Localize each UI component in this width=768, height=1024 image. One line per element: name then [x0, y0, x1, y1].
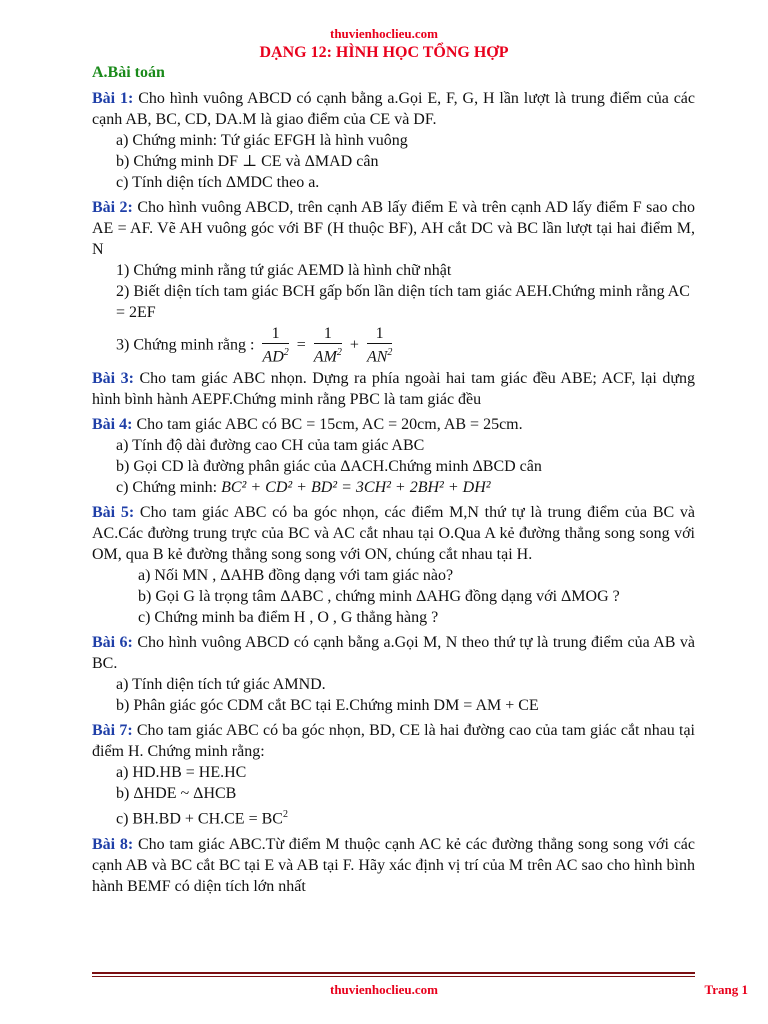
numerator: 1	[314, 325, 342, 344]
list-item: b) Chứng minh DF ⊥ CE và ΔMAD cân	[116, 153, 379, 170]
list-item: a) Chứng minh: Tứ giác EFGH là hình vuông	[116, 132, 408, 149]
problem-7-items	[92, 762, 695, 829]
formula: BC² + CD² + BD² = 3CH² + 2BH² + DH²	[221, 479, 491, 497]
superscript: 2	[282, 809, 288, 821]
problem-text: Cho tam giác ABC có ba góc nhọn, các điểm M,N thứ tự là trung điểm của BC và AC.Các đường trung trực của BC và AC cắt nhau tại O.Qua A kẻ đường thẳng song song với OM, qua B kẻ đường thẳng song song với ON, chúng cắt nhau tại H.	[92, 504, 696, 564]
fraction-an	[367, 325, 392, 366]
footer-divider	[92, 972, 695, 974]
list-item: a) Nối MN , ΔAHB đồng dạng với tam giác nào?	[138, 567, 454, 585]
problem-4-items	[92, 435, 695, 498]
problem-label: Bài 8:	[92, 835, 134, 853]
document-body	[92, 88, 695, 897]
list-item-formula	[116, 325, 695, 366]
problem-5	[92, 502, 695, 565]
problem-text: Cho hình vuông ABCD có cạnh bằng a.Gọi M, N theo thứ tự là trung điểm của AB và BC.	[92, 634, 696, 673]
list-item	[116, 477, 695, 498]
list-item: b) ΔHDE ~ ΔHCB	[116, 785, 237, 803]
list-item: a) HD.HB = HE.HC	[116, 764, 247, 782]
list-item: b) Gọi G là trọng tâm ΔABC , chứng minh ΔAHG đồng dạng với ΔMOG ?	[138, 588, 620, 606]
denominator: $AM^2$	[313, 347, 342, 366]
list-item: a) Tính diện tích tứ giác AMND.	[116, 676, 326, 694]
list-item	[116, 804, 695, 829]
list-item: a) Tính độ dài đường cao CH của tam giác ABC	[116, 437, 425, 455]
list-item: c) Chứng minh ba điểm H , O , G thẳng hàng ?	[138, 609, 439, 627]
problem-label: Bài 2:	[92, 199, 133, 216]
problem-text: Cho tam giác ABC nhọn. Dựng ra phía ngoài hai tam giác đều ABE; ACF, lại dựng hình bình hành AEPF.Chứng minh rằng PBC là tam giác đều	[92, 370, 695, 409]
footer-site: thuvienhoclieu.com	[330, 982, 438, 997]
problem-label: Bài 3:	[92, 370, 134, 388]
denominator: $AN^2$	[366, 347, 393, 366]
problem-text: Cho hình vuông ABCD có cạnh bằng a.Gọi E, F, G, H lần lượt là trung điểm của các cạnh AB, BC, CD, DA.M là giao điểm của CE và DF.	[92, 90, 695, 128]
problem-3	[92, 368, 695, 410]
problem-text: Cho tam giác ABC có ba góc nhọn, BD, CE là hai đường cao của tam giác cắt nhau tại điểm H. Chứng minh rằng:	[92, 722, 695, 761]
item-formula: c) BH.BD + CH.CE = BC	[116, 810, 283, 828]
page-number: Trang 1	[704, 982, 748, 997]
numerator: 1	[367, 325, 392, 344]
section-heading: A.Bài toán	[92, 64, 165, 81]
problem-5-items	[92, 565, 695, 628]
list-item: b) Phân giác góc CDM cắt BC tại E.Chứng minh DM = AM + CE	[116, 697, 539, 715]
site-header: thuvienhoclieu.com	[330, 26, 438, 41]
problem-label: Bài 7:	[92, 722, 133, 740]
problem-label: Bài 4:	[92, 416, 133, 434]
problem-8	[92, 834, 695, 897]
list-item: 2) Biết diện tích tam giác BCH gấp bốn lần diện tích tam giác AEH.Chứng minh rằng AC = 2EF	[116, 283, 690, 321]
footer-divider-thin	[92, 976, 695, 977]
fraction-am	[314, 325, 342, 366]
problem-2	[92, 197, 695, 260]
problem-1	[92, 88, 695, 130]
problem-label: Bài 5:	[92, 504, 135, 522]
problem-text: Cho tam giác ABC có BC = 15cm, AC = 20cm, AB = 25cm.	[136, 416, 523, 434]
item-prefix: 3) Chứng minh rằng :	[116, 336, 255, 354]
list-item: c) Tính diện tích ΔMDC theo a.	[116, 174, 320, 191]
problem-1-items	[92, 130, 695, 193]
list-item: 1) Chứng minh rằng tứ giác AEMD là hình chữ nhật	[116, 262, 452, 279]
problem-7	[92, 720, 695, 762]
problem-6-items	[92, 674, 695, 716]
problem-4	[92, 414, 695, 435]
equals-sign: =	[296, 336, 306, 354]
problem-label: Bài 6:	[92, 634, 133, 652]
page-title: DẠNG 12: HÌNH HỌC TỔNG HỢP	[259, 44, 509, 61]
problem-label: Bài 1:	[92, 90, 134, 107]
fraction-ad	[262, 325, 288, 366]
denominator: $AD^2$	[262, 347, 289, 366]
plus-sign: +	[349, 336, 359, 354]
numerator: 1	[262, 325, 288, 344]
problem-text: Cho tam giác ABC.Từ điểm M thuộc cạnh AC kẻ các đường thẳng song song với các cạnh AB và BC cắt BC tại E và AB tại F. Hãy xác định vị trí của M trên AC sao cho hình bình hành BEMF có diện tích lớn nhất	[92, 835, 696, 895]
item-prefix: c) Chứng minh:	[116, 479, 222, 497]
problem-text: Cho hình vuông ABCD, trên cạnh AB lấy điểm E và trên cạnh AD lấy điểm F sao cho AE = AF. Vẽ AH vuông góc với BF (H thuộc BF), AH cắt DC và BC lần lượt tại hai điểm M, N	[92, 199, 695, 258]
list-item: b) Gọi CD là đường phân giác của ΔACH.Chứng minh ΔBCD cân	[116, 458, 542, 476]
problem-2-items	[92, 260, 695, 366]
problem-6	[92, 632, 695, 674]
